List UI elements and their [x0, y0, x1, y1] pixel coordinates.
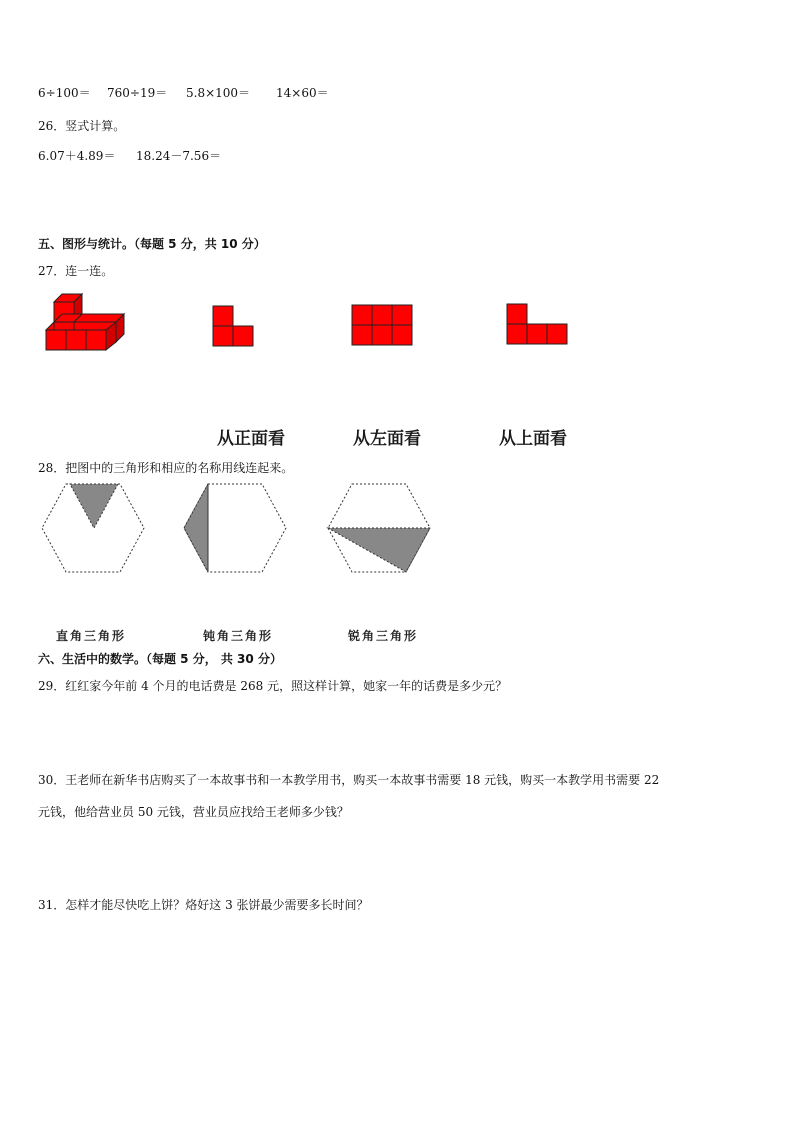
- q26-title: 26．竖式计算。: [38, 119, 126, 133]
- q28-title: 28．把图中的三角形和相应的名称用线连起来。: [38, 461, 294, 475]
- q25-expr-1: 6÷100＝: [38, 86, 91, 100]
- view-label-top: 从上面看: [499, 429, 567, 449]
- q25-expr-3: 5.8×100＝: [186, 86, 251, 100]
- view-figure-1: [212, 305, 256, 347]
- section5-title: 五、图形与统计。（每题 5 分，共 10 分）: [38, 237, 266, 251]
- view-label-front: 从正面看: [217, 429, 285, 449]
- q30-text-line2: 元钱，他给营业员 50 元钱，营业员应找给王老师多少钱？: [38, 805, 349, 819]
- view-figure-2: [351, 304, 413, 346]
- q30-text-line1: 30．王老师在新华书店购买了一本故事书和一本教学用书，购买一本故事书需要 18 元钱，购买一本教学用书需要 22: [38, 773, 660, 787]
- triangle-label-acute: 锐角三角形: [348, 629, 419, 643]
- q29-text: 29．红红家今年前 4 个月的电话费是 268 元，照这样计算，她家一年的话费是多少元？: [38, 679, 508, 693]
- triangle-label-obtuse: 钝角三角形: [203, 629, 274, 643]
- hexagon-figure-3: [326, 482, 432, 576]
- cube-3d-figure: [44, 292, 128, 354]
- q26-expr-1: 6.07＋4.89＝: [38, 149, 116, 163]
- q25-expr-2: 760÷19＝: [107, 86, 168, 100]
- triangle-label-right: 直角三角形: [56, 629, 127, 643]
- q27-title: 27．连一连。: [38, 264, 114, 278]
- view-label-left: 从左面看: [353, 429, 421, 449]
- q25-expr-4: 14×60＝: [276, 86, 329, 100]
- hexagon-figure-1: [40, 482, 146, 576]
- hexagon-figure-2: [182, 482, 288, 576]
- q26-expr-2: 18.24－7.56＝: [136, 149, 222, 163]
- view-figure-3: [506, 303, 570, 345]
- section6-title: 六、生活中的数学。（每题 5 分， 共 30 分）: [38, 652, 282, 666]
- q31-text: 31．怎样才能尽快吃上饼？烙好这 3 张饼最少需要多长时间？: [38, 898, 369, 912]
